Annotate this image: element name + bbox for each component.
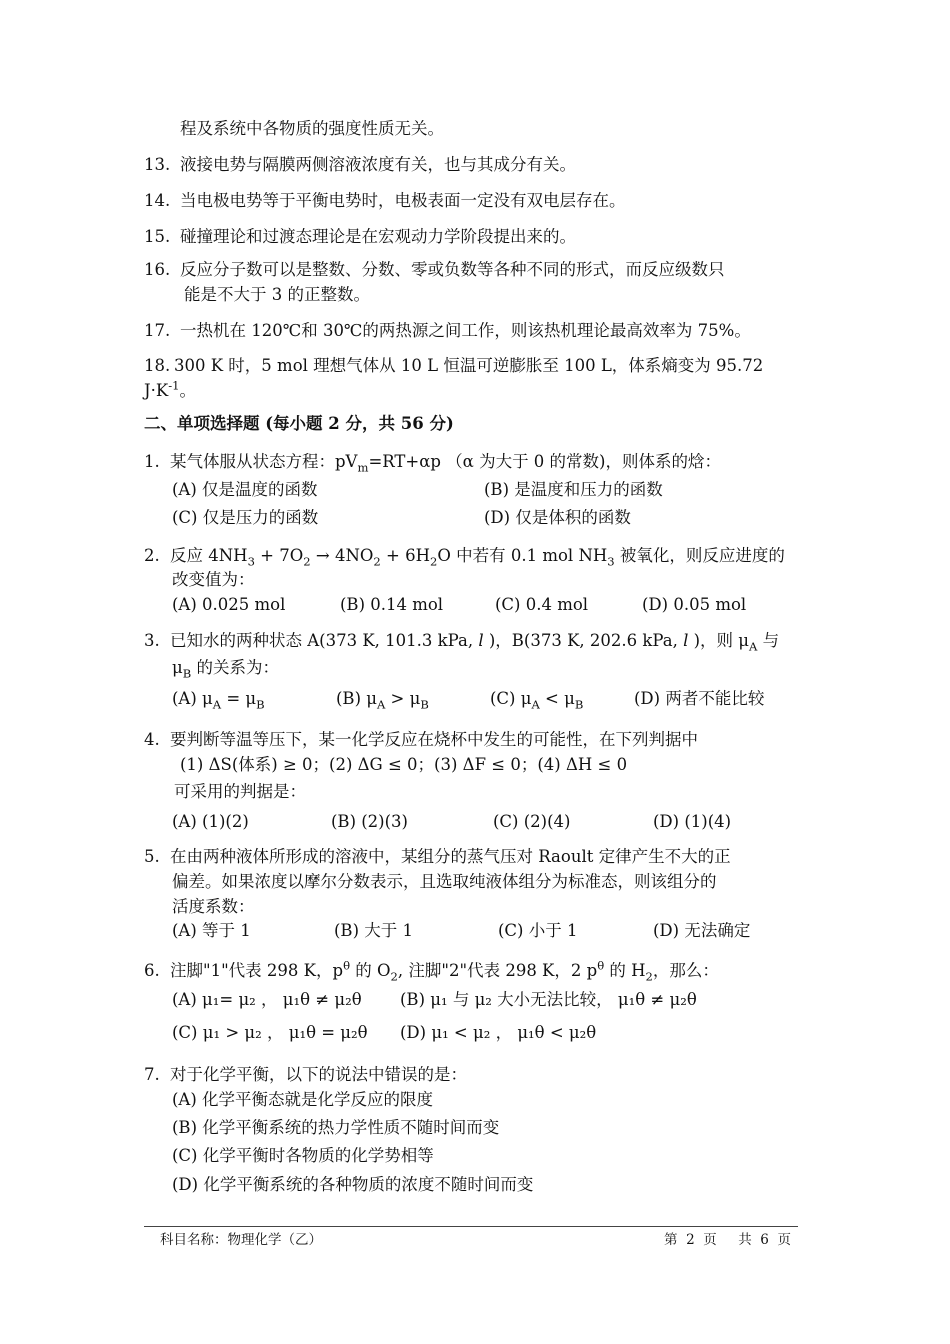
section-heading: 二、单项选择题 (每小题 2 分，共 56 分)	[144, 414, 454, 433]
q4-stem: 要判断等温等压下，某一化学反应在烧杯中发生的可能性，在下列判据中	[170, 730, 698, 749]
q1-number: 1.	[144, 452, 160, 471]
tf-item-14-text: 当电极电势等于平衡电势时，电极表面一定没有双电层存在。	[180, 191, 626, 210]
q2-option-c: (C) 0.4 mol	[495, 595, 589, 614]
q3-option-d: (D) 两者不能比较	[634, 689, 765, 708]
q5-number: 5.	[144, 847, 160, 866]
q3-option-b: (B) $\mu_A > \mu_B$	[336, 689, 429, 712]
q2-stem: 反应 $4NH_3 + 7O_2 \to 4NO_2 + 6H_2O$ 中若有 0.1 mol $NH_3$ 被氧化，则反应进度的	[170, 546, 785, 569]
q1-option-b: (B) 是温度和压力的函数	[484, 480, 663, 499]
q5-option-c: (C) 小于 1	[498, 921, 578, 940]
tf-item-18-number: 18.	[144, 356, 171, 375]
q1-option-c: (C) 仅是压力的函数	[172, 508, 319, 527]
tf-item-18-text: 300 K 时，5 mol 理想气体从 10 L 恒温可逆膨胀至 100 L，体系熵变为 95.72	[174, 356, 764, 375]
q3-option-a: (A) $\mu_A = \mu_B$	[172, 689, 265, 712]
q3-stem: 已知水的两种状态 A(373 K, 101.3 kPa, l )，B(373 K, 202.6 kPa, l )，则 $\mu_A$ 与	[170, 631, 780, 654]
q4-option-b: (B) (2)(3)	[331, 812, 408, 831]
q7-option-d: (D) 化学平衡系统的各种物质的浓度不随时间而变	[172, 1175, 534, 1194]
tf-item-12-continuation: 程及系统中各物质的强度性质无关。	[180, 119, 444, 138]
q6-number: 6.	[144, 961, 160, 980]
q5-stem: 在由两种液体所形成的溶液中，某组分的蒸气压对 Raoult 定律产生不大的正	[170, 847, 731, 866]
q2-option-d: (D) 0.05 mol	[642, 595, 747, 614]
tf-item-15-number: 15.	[144, 227, 171, 246]
tf-item-17-number: 17.	[144, 321, 171, 340]
q6-option-a: (A) μ₁= μ₂ ， μ₁θ ≠ μ₂θ	[172, 990, 362, 1009]
q7-stem: 对于化学平衡，以下的说法中错误的是：	[170, 1065, 467, 1084]
q4-option-c: (C) (2)(4)	[493, 812, 571, 831]
q2-stem-line2: 改变值为：	[172, 570, 255, 589]
tf-item-13-number: 13.	[144, 155, 171, 174]
tf-item-14-number: 14.	[144, 191, 171, 210]
footer-page-number: 第 2 页 共 6 页	[664, 1232, 791, 1248]
q3-option-c: (C) $\mu_A < \mu_B$	[490, 689, 584, 712]
q3-stem-line2: $\mu_B$ 的关系为：	[172, 658, 279, 681]
q4-option-a: (A) (1)(2)	[172, 812, 249, 831]
q1-option-d: (D) 仅是体积的函数	[484, 508, 631, 527]
footer-subject: 科目名称：物理化学（乙）	[160, 1232, 322, 1248]
q3-number: 3.	[144, 631, 160, 650]
q5-stem-line2: 偏差。如果浓度以摩尔分数表示，且选取纯液体组分为标准态，则该组分的	[172, 872, 717, 891]
q1-stem: 某气体服从状态方程：$pV_m=RT+\alpha p$ （α 为大于 0 的常数)，则体系的焓：	[170, 452, 721, 475]
tf-item-16-number: 16.	[144, 260, 171, 279]
q7-option-a: (A) 化学平衡态就是化学反应的限度	[172, 1090, 434, 1109]
tf-item-16-text-line2: 能是不大于 3 的正整数。	[184, 285, 370, 304]
tf-item-17-text: 一热机在 120℃和 30℃的两热源之间工作，则该热机理论最高效率为 75%。	[180, 321, 751, 340]
q1-option-a: (A) 仅是温度的函数	[172, 480, 318, 499]
q5-stem-line3: 活度系数：	[172, 897, 255, 916]
q6-option-b: (B) μ₁ 与 μ₂ 大小无法比较， μ₁θ ≠ μ₂θ	[400, 990, 697, 1009]
tf-item-13-text: 液接电势与隔膜两侧溶液浓度有关，也与其成分有关。	[180, 155, 576, 174]
q6-option-d: (D) μ₁ < μ₂ ， μ₁θ < μ₂θ	[400, 1023, 597, 1042]
q5-option-a: (A) 等于 1	[172, 921, 251, 940]
footer-divider	[144, 1226, 798, 1227]
q4-option-d: (D) (1)(4)	[653, 812, 732, 831]
q6-stem: 注脚"1"代表 298 K，$p^\theta$ 的 $O_2$, 注脚"2"代表 298 K，2 $p^\theta$ 的 $H_2$，那么：	[170, 958, 719, 984]
q2-option-a: (A) 0.025 mol	[172, 595, 286, 614]
tf-item-15-text: 碰撞理论和过渡态理论是在宏观动力学阶段提出来的。	[180, 227, 576, 246]
tf-item-16-text: 反应分子数可以是整数、分数、零或负数等各种不同的形式，而反应级数只	[180, 260, 725, 279]
q7-number: 7.	[144, 1065, 160, 1084]
q4-criteria: (1) ΔS(体系) ≥ 0；(2) ΔG ≤ 0；(3) ΔF ≤ 0；(4) ΔH ≤ 0	[180, 755, 628, 774]
q4-stem-line3: 可采用的判据是：	[174, 782, 306, 801]
q2-option-b: (B) 0.14 mol	[340, 595, 444, 614]
q5-option-b: (B) 大于 1	[334, 921, 413, 940]
q4-number: 4.	[144, 730, 160, 749]
q5-option-d: (D) 无法确定	[653, 921, 751, 940]
tf-item-18-text-line2: $J\cdot K^{-1}$。	[144, 378, 196, 400]
q2-number: 2.	[144, 546, 160, 565]
q7-option-c: (C) 化学平衡时各物质的化学势相等	[172, 1146, 434, 1165]
q7-option-b: (B) 化学平衡系统的热力学性质不随时间而变	[172, 1118, 500, 1137]
q6-option-c: (C) μ₁ > μ₂ ， μ₁θ = μ₂θ	[172, 1023, 368, 1042]
